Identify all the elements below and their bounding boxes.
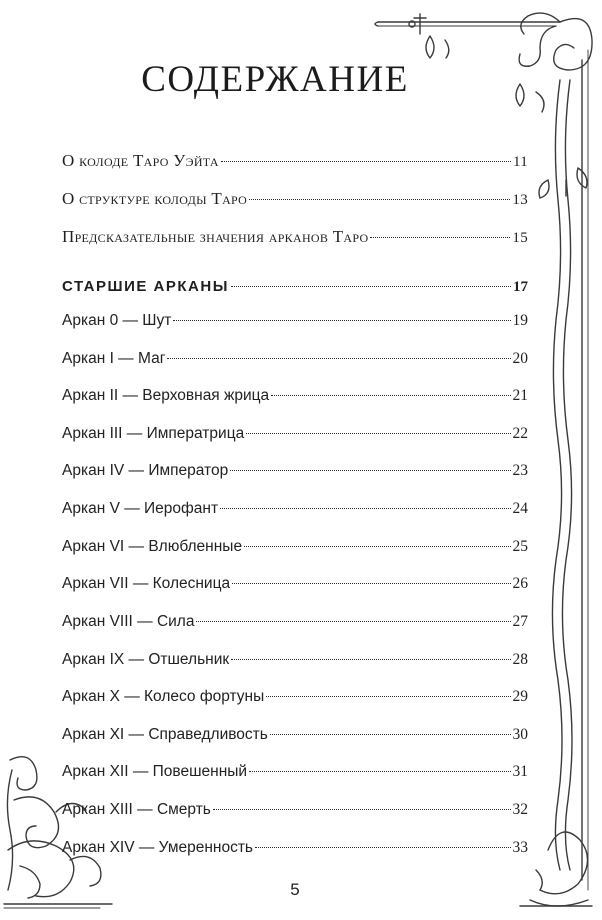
toc-entry-page: 21 — [512, 387, 528, 404]
toc-entry-page: 30 — [512, 726, 528, 743]
dot-leader — [270, 734, 511, 735]
dot-leader — [249, 771, 510, 772]
dot-leader — [230, 470, 510, 471]
toc-entry[interactable] — [62, 500, 528, 518]
toc-entry-label: Аркан VII — Колесница — [62, 575, 231, 592]
toc-entry-page: 22 — [512, 425, 528, 442]
toc-entry-label: Аркан III — Императрица — [62, 425, 245, 442]
toc-entry-label: Аркан 0 — Шут — [62, 312, 172, 329]
dot-leader — [249, 199, 510, 200]
toc-entry-page: 28 — [512, 651, 528, 668]
dot-leader — [220, 508, 510, 509]
dot-leader — [167, 358, 510, 359]
toc-entry-page: 11 — [512, 154, 528, 170]
toc-entry-page: 32 — [512, 801, 528, 818]
toc-entry-page: 19 — [512, 312, 528, 329]
toc-entry-page: 24 — [512, 500, 528, 517]
toc-entry-label: Аркан VI — Влюбленные — [62, 538, 243, 555]
dot-leader — [196, 621, 510, 622]
toc-entry-page: 13 — [512, 192, 528, 208]
toc-entry[interactable] — [62, 425, 528, 443]
page-number: 5 — [290, 880, 300, 899]
toc-entry[interactable] — [62, 726, 528, 744]
toc-entry-page: 31 — [512, 763, 528, 780]
toc-entry-label: Аркан I — Маг — [62, 350, 166, 367]
toc-entry-label: СТАРШИЕ АРКАНЫ — [62, 278, 229, 295]
toc-entry-page: 17 — [513, 279, 528, 295]
toc-entry-label: О колоде Таро Уэйта — [62, 151, 219, 170]
dot-leader — [221, 161, 511, 162]
toc-entry-label: О структуре колоды Таро — [62, 189, 248, 208]
dot-leader — [255, 847, 511, 848]
toc-entry-label: Аркан IV — Император — [62, 462, 229, 479]
toc-entry[interactable] — [62, 763, 528, 781]
toc-entry-page: 20 — [512, 350, 528, 367]
toc-entry-label: Аркан XI — Справедливость — [62, 726, 268, 743]
toc-entry[interactable] — [62, 189, 528, 209]
toc-entry-label: Аркан XIII — Смерть — [62, 801, 211, 818]
toc-entry[interactable] — [62, 350, 528, 368]
toc-entry[interactable] — [62, 387, 528, 405]
toc-entry[interactable] — [62, 613, 528, 631]
toc-entry[interactable] — [62, 801, 528, 819]
toc-entry-label: Аркан II — Верховная жрица — [62, 387, 270, 404]
toc-entry-label: Аркан V — Иерофант — [62, 500, 219, 517]
toc-entry-label: Предсказательные значения арканов Таро — [62, 227, 369, 246]
toc-entry[interactable] — [62, 839, 528, 857]
dot-leader — [370, 237, 510, 238]
toc-entry[interactable] — [62, 651, 528, 669]
dot-leader — [244, 546, 510, 547]
toc-entry-page: 33 — [512, 839, 528, 856]
toc-entry-label: Аркан XII — Повешенный — [62, 763, 248, 780]
toc-entry[interactable] — [62, 575, 528, 593]
page-title: СОДЕРЖАНИЕ — [141, 59, 409, 100]
dot-leader — [246, 433, 510, 434]
toc-entry[interactable] — [62, 688, 528, 706]
toc-entry-page: 29 — [512, 688, 528, 705]
toc-section-heading[interactable] — [62, 278, 528, 296]
dot-leader — [231, 659, 510, 660]
toc-entry-label: Аркан XIV — Умеренность — [62, 839, 253, 856]
dot-leader — [231, 286, 511, 287]
toc-entry[interactable] — [62, 312, 528, 330]
toc-entry[interactable] — [62, 538, 528, 556]
dot-leader — [266, 696, 510, 697]
toc-entry-label: Аркан X — Колесо фортуны — [62, 688, 265, 705]
toc-entry[interactable] — [62, 462, 528, 480]
toc-entry-page: 23 — [512, 462, 528, 479]
toc-entry[interactable] — [62, 151, 528, 171]
toc-entry-page: 15 — [512, 230, 528, 246]
toc-entry[interactable] — [62, 227, 528, 247]
toc-entry-page: 26 — [512, 575, 528, 592]
toc-entry-page: 27 — [512, 613, 528, 630]
toc-entry-page: 25 — [512, 538, 528, 555]
toc-entry-label: Аркан IX — Отшельник — [62, 651, 230, 668]
toc-entry-label: Аркан VIII — Сила — [62, 613, 195, 630]
dot-leader — [173, 320, 510, 321]
dot-leader — [232, 583, 510, 584]
dot-leader — [213, 809, 511, 810]
dot-leader — [271, 395, 510, 396]
